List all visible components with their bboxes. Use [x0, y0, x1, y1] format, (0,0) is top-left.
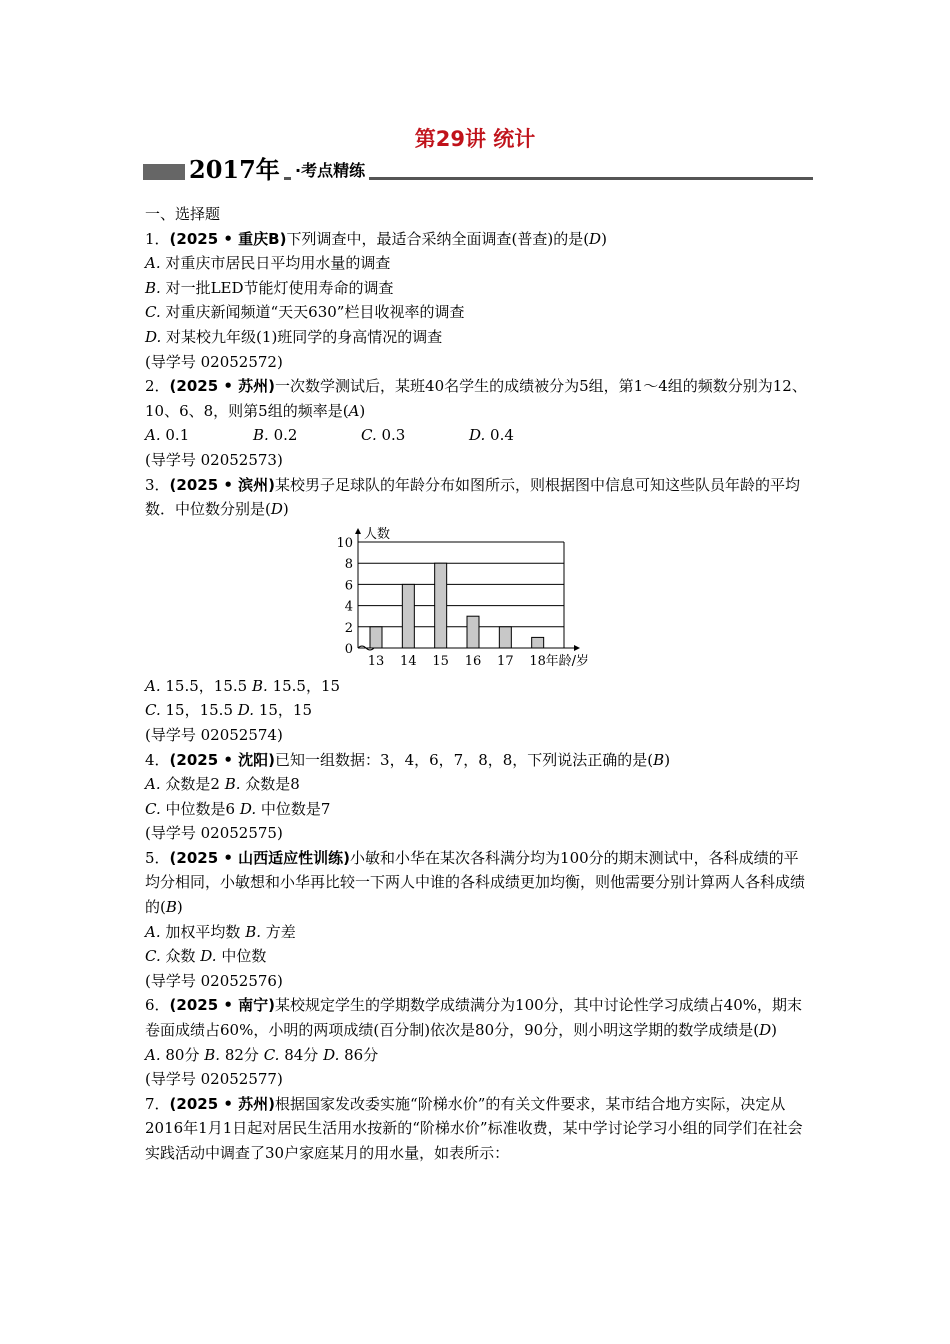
option-letter: A.	[145, 426, 161, 445]
option-letter: B.	[251, 676, 268, 695]
option-letter: C.	[145, 947, 161, 966]
answer: B	[653, 750, 665, 769]
option-c-text: 中位数是6	[165, 799, 236, 818]
x-tick-label: 16	[464, 653, 482, 669]
question-number: 1．	[145, 229, 170, 248]
question-source: (2025 • 南宁)	[169, 996, 276, 1015]
paren-close: )	[771, 1021, 777, 1040]
option-a	[145, 251, 813, 276]
options-row	[145, 772, 813, 797]
y-tick-label: 6	[344, 578, 353, 594]
question-source: (2025 • 沈阳)	[169, 750, 276, 769]
option-letter: D.	[239, 799, 257, 818]
option-letter: D.	[200, 947, 217, 966]
y-tick-label: 4	[344, 599, 353, 615]
option-letter: C.	[145, 701, 161, 720]
question-text: 已知一组数据：3，4，6，7，8，8，下列说法正确的是(	[275, 750, 654, 769]
question-source: (2025 • 山西适应性训练)	[169, 848, 351, 867]
question-3-stem	[145, 473, 813, 522]
option-a-text: 15.5，15.5	[165, 676, 248, 695]
option-letter: A.	[145, 676, 161, 695]
bar	[402, 584, 414, 648]
question-2-stem	[145, 374, 813, 423]
option-b	[145, 276, 813, 301]
question-6-stem	[145, 993, 813, 1042]
guide-number: (导学号 02052572)	[145, 352, 283, 371]
option-d	[145, 325, 813, 350]
option-d-text: 中位数是7	[260, 799, 331, 818]
option-text: 对重庆新闻频道“天天630”栏目收视率的调查	[165, 303, 465, 322]
option-d-text: 15，15	[258, 701, 313, 720]
question-5-stem	[145, 846, 813, 920]
option-b-text: 15.5，15	[272, 676, 341, 695]
option-text: 对一批LED节能灯使用寿命的调查	[165, 278, 394, 297]
x-tick-label: 14	[400, 653, 417, 669]
x-tick-label: 18	[529, 653, 546, 669]
x-axis-arrow	[574, 645, 580, 651]
bar	[499, 627, 511, 648]
option-text: 对某校九年级(1)班同学的身高情况的调查	[166, 327, 443, 346]
paren-close: )	[282, 500, 289, 519]
answer: A	[348, 401, 360, 420]
y-tick-label: 2	[344, 620, 353, 636]
x-tick-label: 13	[367, 653, 385, 669]
question-1-stem	[145, 227, 813, 252]
option-b-text: 众数是8	[245, 775, 300, 794]
section-banner	[143, 150, 813, 184]
options-row	[145, 944, 813, 969]
option-b-text: 方差	[265, 922, 296, 941]
question-source: (2025 • 滨州)	[169, 475, 276, 494]
options-row	[145, 797, 813, 822]
options-row	[145, 423, 813, 448]
question-source: (2025 • 苏州)	[169, 377, 276, 396]
option-a-text: 0.1	[165, 426, 190, 445]
option-letter: C.	[361, 426, 377, 445]
x-tick-label: 15	[432, 653, 449, 669]
option-a-text: 加权平均数	[165, 922, 241, 941]
option-a-text: 80分	[165, 1045, 200, 1064]
option-letter: A.	[145, 775, 161, 794]
option-d-text: 86分	[344, 1045, 379, 1064]
banner-subtitle: ·考点精练	[291, 158, 369, 181]
question-text: 根据国家发改委实施“阶梯水价”的有关文件要求，某市结合地方实际，决定从2016年1月1日起对居民生活用水按新的“阶梯水价”标准收费，某中学讨论学习小组的同学们在社会实践活动中调查了30户家庭某月的用水量，如表所示：	[145, 1094, 803, 1162]
options-row	[145, 920, 813, 945]
answer: D	[759, 1021, 772, 1040]
guide-number: (导学号 02052576)	[145, 971, 283, 990]
option-letter: A.	[145, 1045, 161, 1064]
question-text: 某校男子足球队的年龄分布如图所示，则根据图中信息可知这些队员年龄的平均数．中位数分别是(	[145, 475, 801, 519]
y-axis-arrow	[355, 528, 361, 534]
bar	[532, 637, 544, 648]
option-letter: C.	[263, 1045, 280, 1064]
question-number: 4．	[145, 750, 170, 769]
question-4-stem	[145, 748, 813, 773]
guide-number: (导学号 02052575)	[145, 824, 283, 843]
question-number: 6．	[145, 996, 170, 1015]
option-d-text: 中位数	[221, 947, 267, 966]
option-letter: B.	[245, 922, 261, 941]
page-title: 第29讲 统计	[414, 127, 536, 151]
option-letter: B.	[224, 775, 241, 794]
answer: D	[589, 229, 602, 248]
bar	[370, 627, 382, 648]
option-letter: A.	[145, 254, 161, 273]
question-text: 下列调查中，最适合采纳全面调查(普查)的是(	[286, 229, 590, 248]
age-bar-chart	[328, 524, 638, 672]
option-letter: B.	[145, 278, 161, 297]
question-number: 3．	[145, 475, 170, 494]
question-source: (2025 • 苏州)	[169, 1094, 276, 1113]
options-row	[145, 674, 813, 699]
options-row	[145, 698, 813, 723]
question-text: 一次数学测试后，某班40名学生的成绩被分为5组，第1～4组的频数分别为12、10、6、8，则第5组的频率是(	[145, 377, 807, 420]
paren-close: )	[359, 401, 366, 420]
question-text: 小敏和小华在某次各科满分均为100分的期末测试中，各科成绩的平均分相同，小敏想和小华再比较一下两人中谁的各科成绩更加均衡，则他需要分别计算两人各科成绩的(	[145, 848, 806, 917]
option-b-text: 0.2	[273, 426, 298, 445]
option-letter: B.	[204, 1045, 221, 1064]
option-c	[145, 300, 813, 325]
option-d-text: 0.4	[490, 426, 514, 445]
option-b-text: 82分	[224, 1045, 259, 1064]
option-a-text: 众数是2	[165, 775, 220, 794]
question-source: (2025 • 重庆B)	[169, 229, 287, 248]
answer: D	[270, 500, 283, 519]
paren-close: )	[176, 898, 183, 917]
answer: B	[165, 898, 177, 917]
option-letter: A.	[145, 922, 161, 941]
section-heading: 一、选择题	[145, 205, 221, 223]
option-c-text: 84分	[284, 1045, 319, 1064]
question-number: 7．	[145, 1094, 170, 1113]
option-letter: B.	[253, 426, 269, 445]
option-letter: D.	[237, 701, 255, 720]
paren-close: )	[664, 750, 671, 769]
y-tick-label: 8	[344, 556, 353, 572]
option-letter: D.	[469, 426, 486, 445]
question-number: 5．	[145, 848, 170, 867]
question-7-stem	[145, 1092, 813, 1166]
guide-number: (导学号 02052573)	[145, 450, 283, 469]
y-tick-label: 10	[336, 535, 353, 551]
options-row	[145, 1043, 813, 1068]
option-letter: C.	[145, 799, 161, 818]
paren-close: )	[601, 229, 607, 248]
option-c-text: 众数	[165, 947, 196, 966]
bar	[467, 616, 479, 648]
option-letter: D.	[145, 327, 162, 346]
banner-year: 2017年	[185, 150, 284, 185]
question-number: 2．	[145, 377, 170, 396]
option-text: 对重庆市居民日平均用水量的调查	[165, 254, 391, 273]
option-letter: C.	[145, 303, 161, 322]
option-letter: D.	[323, 1045, 340, 1064]
bar	[435, 563, 447, 648]
guide-number: (导学号 02052574)	[145, 725, 283, 744]
question-text: 某校规定学生的学期数学成绩满分为100分，其中讨论性学习成绩占40%，期末卷面成绩占60%，小明的两项成绩(百分制)依次是80分，90分，则小明这学期的数学成绩是(	[145, 996, 803, 1040]
x-tick-label: 17	[497, 653, 514, 669]
y-axis-label: 人数	[364, 526, 391, 542]
y-tick-label: 0	[344, 641, 353, 657]
guide-number: (导学号 02052577)	[145, 1070, 283, 1089]
x-axis-label: 年龄/岁	[545, 653, 590, 669]
question-list	[145, 202, 813, 1166]
option-c-text: 0.3	[381, 426, 406, 445]
option-c-text: 15，15.5	[165, 701, 233, 720]
